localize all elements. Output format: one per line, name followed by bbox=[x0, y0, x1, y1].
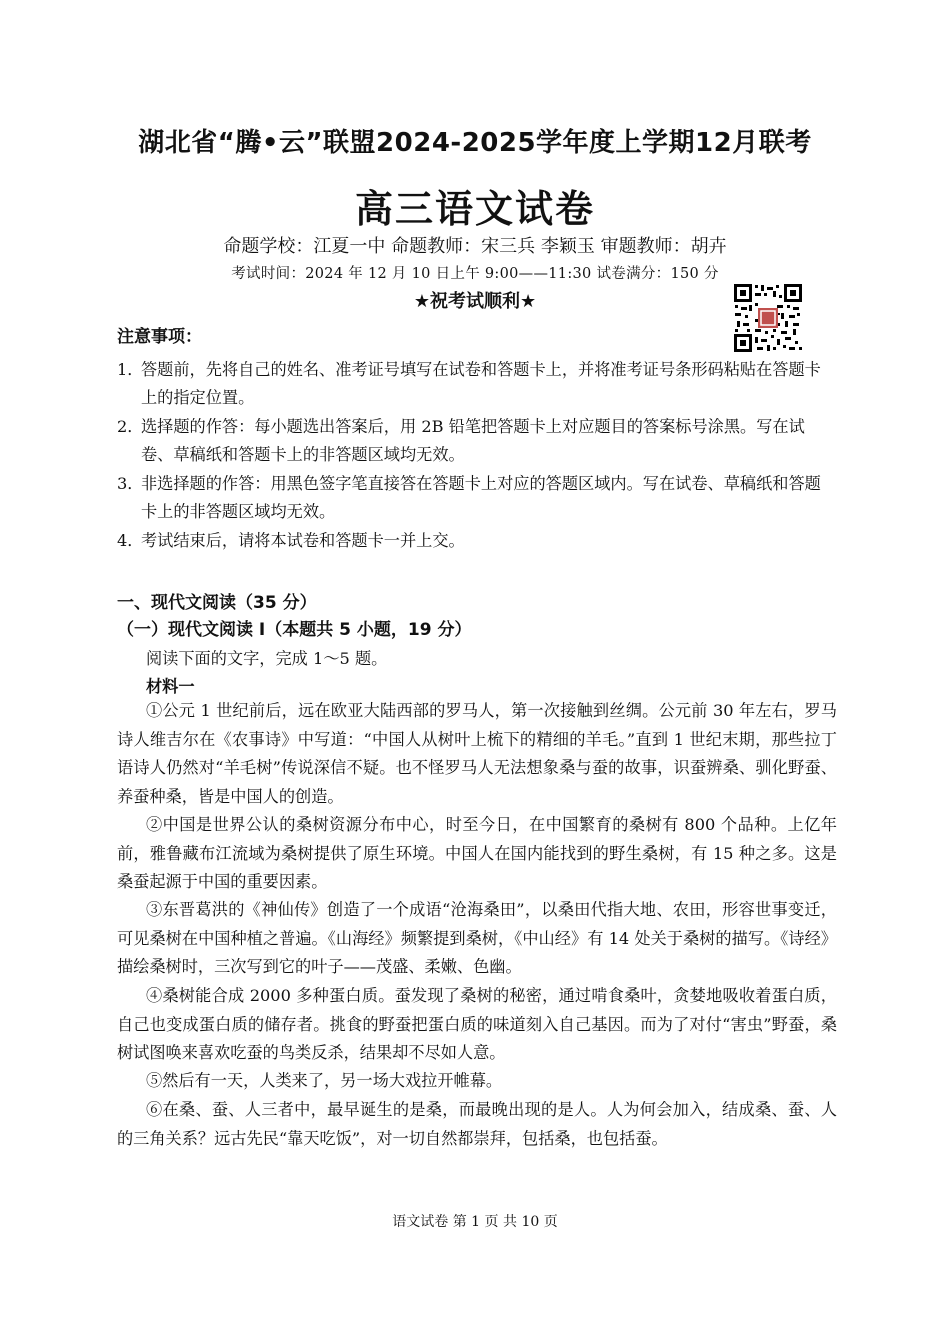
paper-title: 高三语文试卷 bbox=[354, 187, 595, 231]
notice-item-text: 答题前，先将自己的姓名、准考证号填写在试卷和答题卡上，并将准考证号条形码粘贴在答题卡上的指定位置。 bbox=[141, 360, 821, 407]
passage-paragraph: ②中国是世界公认的桑树资源分布中心，时至今日，在中国繁育的桑树有 800 个品种。上亿年前，雅鲁藏布江流域为桑树提供了原生环境。中国人在国内能找到的野生桑树，有 15 种之多。这是桑蚕起源于中国的重要因素。 bbox=[117, 815, 837, 891]
exam-title: 湖北省“腾•云”联盟2024-2025学年度上学期12月联考 bbox=[138, 128, 812, 158]
passage-paragraph: ①公元 1 世纪前后，远在欧亚大陆西部的罗马人，第一次接触到丝绸。公元前 30 年左右，罗马诗人维吉尔在《农事诗》中写道：“中国人从树叶上梳下的精细的羊毛。”直到 1 世纪末期，那些拉丁语诗人仍然对“羊毛树”传说深信不疑。也不怪罗马人无法想象桑与蚕的故事，识蚕辨桑、驯化野蚕、养蚕种桑，皆是中国人的创造。 bbox=[117, 701, 837, 806]
notice-item-number: 4． bbox=[117, 531, 144, 550]
notice-item bbox=[117, 413, 837, 469]
setter-info: 命题学校：江夏一中 命题教师：宋三兵 李颖玉 审题教师：胡卉 bbox=[223, 236, 727, 257]
good-luck-banner: ★祝考试顺利★ bbox=[413, 291, 537, 312]
notice-heading: 注意事项： bbox=[117, 327, 202, 347]
page-footer: 语文试卷 第 1 页 共 10 页 bbox=[392, 1214, 558, 1230]
material-title: 材料一 bbox=[146, 677, 195, 696]
qr-code-icon bbox=[733, 283, 803, 353]
reading-instruction: 阅读下面的文字，完成 1～5 题。 bbox=[146, 649, 388, 668]
notice-item bbox=[117, 356, 837, 412]
passage-paragraph: ③东晋葛洪的《神仙传》创造了一个成语“沧海桑田”，以桑田代指大地、农田，形容世事变迁，可见桑树在中国种植之普遍。《山海经》频繁提到桑树，《中山经》有 14 处关于桑树的描写。《诗经》描绘桑树时，三次写到它的叶子——茂盛、柔嫩、色幽。 bbox=[117, 900, 837, 976]
subsection-heading: （一）现代文阅读 I（本题共 5 小题，19 分） bbox=[117, 620, 472, 640]
exam-time-info: 考试时间：2024 年 12 月 10 日上午 9:00——11:30 试卷满分：150 分 bbox=[231, 266, 719, 282]
notice-item-text: 选择题的作答：每小题选出答案后，用 2B 铅笔把答题卡上对应题目的答案标号涂黑。写在试卷、草稿纸和答题卡上的非答题区域均无效。 bbox=[141, 417, 805, 464]
notice-item-text: 考试结束后，请将本试卷和答题卡一并上交。 bbox=[141, 531, 465, 550]
notice-item-number: 3． bbox=[117, 474, 144, 493]
passage-paragraph: ④桑树能合成 2000 多种蛋白质。蚕发现了桑树的秘密，通过啃食桑叶，贪婪地吸收着蛋白质，自己也变成蛋白质的储存者。挑食的野蚕把蛋白质的味道刻入自己基因。而为了对付“害虫”野蚕，桑树试图唤来喜欢吃蚕的鸟类反杀，结果却不尽如人意。 bbox=[117, 986, 837, 1062]
notice-item-number: 1． bbox=[117, 360, 144, 379]
passage-paragraph: ⑤然后有一天，人类来了，另一场大戏拉开帷幕。 bbox=[146, 1071, 503, 1090]
notice-item-number: 2． bbox=[117, 417, 144, 436]
passage-paragraph: ⑥在桑、蚕、人三者中，最早诞生的是桑，而最晚出现的是人。人为何会加入，结成桑、蚕、人的三角关系？远古先民“靠天吃饭”，对一切自然都崇拜，包括桑，也包括蚕。 bbox=[117, 1100, 837, 1148]
section-heading: 一、现代文阅读（35 分） bbox=[117, 593, 317, 613]
notice-item bbox=[117, 527, 837, 555]
notice-item-text: 非选择题的作答：用黑色签字笔直接答在答题卡上对应的答题区域内。写在试卷、草稿纸和答题卡上的非答题区域均无效。 bbox=[141, 474, 821, 521]
notice-item bbox=[117, 470, 837, 526]
